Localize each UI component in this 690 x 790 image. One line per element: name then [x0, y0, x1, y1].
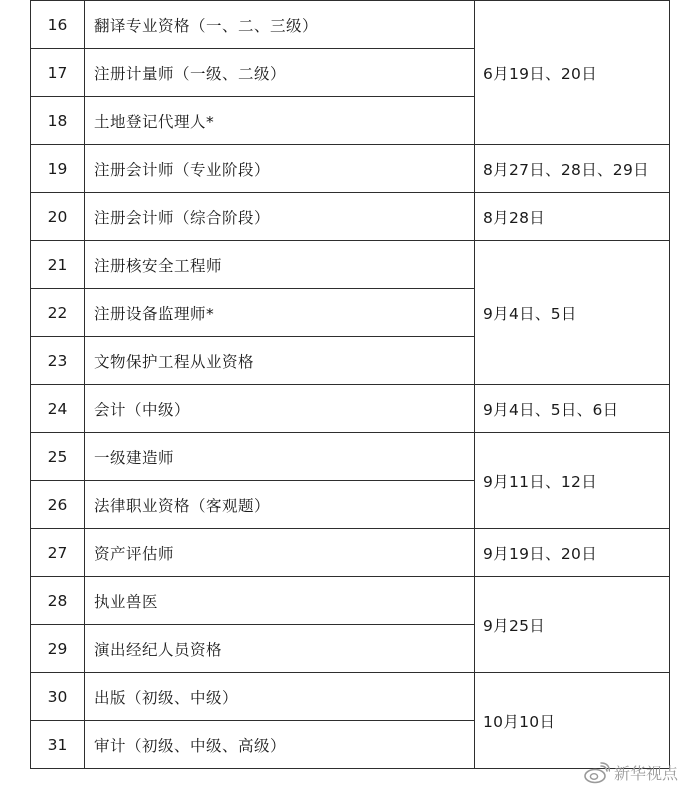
exam-name: 土地登记代理人* — [85, 97, 475, 145]
row-number: 28 — [31, 577, 85, 625]
exam-name: 注册会计师（专业阶段） — [85, 145, 475, 193]
exam-name: 注册计量师（一级、二级） — [85, 49, 475, 97]
table-row — [31, 145, 670, 193]
exam-date: 9月25日 — [475, 577, 670, 673]
table-row — [31, 529, 670, 577]
exam-name: 审计（初级、中级、高级） — [85, 721, 475, 769]
exam-name: 注册会计师（综合阶段） — [85, 193, 475, 241]
row-number: 24 — [31, 385, 85, 433]
watermark-text: 新华视点 — [613, 764, 678, 783]
row-number: 16 — [31, 1, 85, 49]
table-row — [31, 577, 670, 625]
row-number: 27 — [31, 529, 85, 577]
row-number: 30 — [31, 673, 85, 721]
row-number: 31 — [31, 721, 85, 769]
watermark — [584, 761, 678, 784]
exam-date: 10月10日 — [475, 673, 670, 769]
table-row — [31, 433, 670, 481]
exam-schedule-table — [30, 0, 670, 769]
row-number: 19 — [31, 145, 85, 193]
exam-date: 8月28日 — [475, 193, 670, 241]
weibo-icon — [584, 762, 610, 784]
row-number: 21 — [31, 241, 85, 289]
exam-name: 一级建造师 — [85, 433, 475, 481]
exam-name: 注册核安全工程师 — [85, 241, 475, 289]
table-row — [31, 1, 670, 49]
exam-date: 9月19日、20日 — [475, 529, 670, 577]
exam-name: 翻译专业资格（一、二、三级） — [85, 1, 475, 49]
exam-name: 资产评估师 — [85, 529, 475, 577]
table-row — [31, 385, 670, 433]
table-row — [31, 193, 670, 241]
row-number: 18 — [31, 97, 85, 145]
exam-name: 法律职业资格（客观题） — [85, 481, 475, 529]
row-number: 22 — [31, 289, 85, 337]
exam-name: 出版（初级、中级） — [85, 673, 475, 721]
exam-date: 9月4日、5日 — [475, 241, 670, 385]
table-row — [31, 241, 670, 289]
table-row — [31, 673, 670, 721]
row-number: 23 — [31, 337, 85, 385]
exam-name: 会计（中级） — [85, 385, 475, 433]
exam-date: 9月11日、12日 — [475, 433, 670, 529]
exam-name: 演出经纪人员资格 — [85, 625, 475, 673]
row-number: 20 — [31, 193, 85, 241]
row-number: 29 — [31, 625, 85, 673]
row-number: 26 — [31, 481, 85, 529]
row-number: 17 — [31, 49, 85, 97]
exam-name: 文物保护工程从业资格 — [85, 337, 475, 385]
exam-name: 执业兽医 — [85, 577, 475, 625]
exam-date: 6月19日、20日 — [475, 1, 670, 145]
row-number: 25 — [31, 433, 85, 481]
exam-date: 8月27日、28日、29日 — [475, 145, 670, 193]
exam-date: 9月4日、5日、6日 — [475, 385, 670, 433]
exam-name: 注册设备监理师* — [85, 289, 475, 337]
